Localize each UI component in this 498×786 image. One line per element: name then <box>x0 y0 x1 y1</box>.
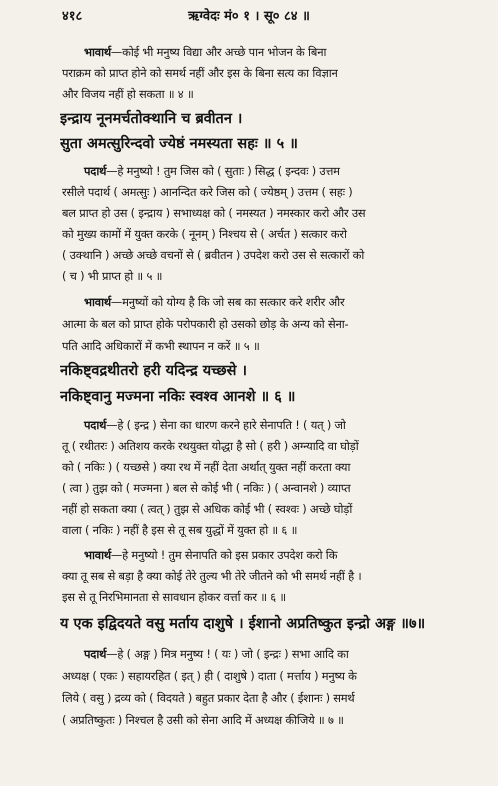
bhavarth-6-line-2: क्या तू सब से बड़ा है क्या कोई तेरे तुल्य भी तेरे जीतने को भी समर्थ नहीं है । <box>62 569 362 583</box>
padarth-6-line-6: वाला ( नकिः ) नहीं है इस से तू सब युद्धों में युक्त हो ॥ ६ ॥ <box>62 523 298 537</box>
padarth-6-line-5: नहीं हो सकता क्या ( त्वत् ) तुझ से अधिक कोई भी ( स्वश्वः ) अच्छे घोड़ों <box>62 502 353 516</box>
page-number: ४१८ <box>62 9 83 24</box>
padarth-text: —हे मनुष्यो ! तुम जिस को ( सुताः ) सिद्ध ( इन्दवः ) उत्तम <box>106 164 340 178</box>
padarth-5-line-3: बल प्राप्त हो उस ( इन्द्राय ) सभाध्यक्ष को ( नमस्यत ) नमस्कार करो और उस <box>62 206 366 220</box>
padarth-text: —हे ( इन्द्र ) सेना का धारण करने हारे सेनापति ! ( यत् ) जो <box>106 418 346 432</box>
padarth-label: पदार्थ <box>84 164 107 178</box>
padarth-6-line-2: तू ( रथीतरः ) अतिशय करके रथयुक्त योद्धा है सो ( हरी ) अग्न्यादि वा घोड़ों <box>62 439 359 453</box>
bhavarth-4-line-1 <box>62 44 457 60</box>
padarth-6-line-1 <box>62 417 457 433</box>
running-title: ऋग्वेदः मं० १ । सू० ८४ ॥ <box>188 9 310 24</box>
bhavarth-5-line-3: पति आदि अधिकारों में कभी स्थापन न करें ॥ ५ ॥ <box>62 339 260 353</box>
mantra-7-line-1: य एक इद्विदयते वसु मर्ताय दाशुषे । ईशानो अप्रतिष्कुत इन्द्रो अङ्ग ॥७॥ <box>60 616 426 632</box>
bhavarth-label: भावार्थ <box>84 548 111 562</box>
bhavarth-text: —मनुष्यों को योग्य है कि जो सब का सत्कार करे शरीर और <box>110 295 345 309</box>
bhavarth-text: —कोई भी मनुष्य विद्या और अच्छे पान भोजन के बिना <box>110 45 327 59</box>
bhavarth-6-line-1 <box>62 547 457 563</box>
padarth-5-line-5: ( उक्थानि ) अच्छे अच्छे वचनों से ( ब्रवीतन ) उपदेश करो उस से सत्कारों को <box>62 248 365 262</box>
bhavarth-5-line-1 <box>62 294 457 310</box>
padarth-5-line-1 <box>62 163 457 179</box>
mantra-5-line-1: इन्द्राय नूनमर्चतोक्थानि च ब्रवीतन । <box>60 111 243 127</box>
padarth-7-line-4: ( अप्रतिष्कुतः ) निश्चल है उसी को सेना आदि में अध्यक्ष कीजिये ॥ ७ ॥ <box>62 713 344 727</box>
padarth-6-line-3: को ( नकिः ) ( यच्छसे ) क्या रथ में नहीं देता अर्थात् युक्त नहीं करता क्या <box>62 460 351 474</box>
bhavarth-text: —हे मनुष्यो ! तुम सेनापति को इस प्रकार उपदेश करो कि <box>110 548 338 562</box>
bhavarth-4-line-2: पराक्रम को प्राप्त होने को समर्थ नहीं और इस के बिना सत्य का विज्ञान <box>62 66 338 80</box>
padarth-label: पदार्थ <box>84 647 107 661</box>
bhavarth-5-line-2: आत्मा के बल को प्राप्त होके परोपकारी हो उसको छोड़ के अन्य को सेना- <box>62 317 349 331</box>
bhavarth-label: भावार्थ <box>84 295 111 309</box>
padarth-7-line-2: अध्यक्ष ( एकः ) सहायरहित ( इत् ) ही ( दाशुषे ) दाता ( मर्त्ताय ) मनुष्य के <box>62 669 357 683</box>
mantra-6-line-2: नकिष्ट्वानु मज्मना नकिः स्वश्व आनशे ॥ ६ ॥ <box>60 389 296 405</box>
padarth-5-line-4: को मुख्य कामों में युक्त करके ( नूनम् ) निश्चय से ( अर्चत ) सत्कार करो <box>62 227 347 241</box>
mantra-5-line-2: सुता अमत्सुरिन्दवो ज्येष्ठं नमस्यता सहः ॥ ५ ॥ <box>60 136 298 152</box>
padarth-text: —हे ( अङ्ग ) मित्र मनुष्य ! ( यः ) जो ( इन्द्रः ) सभा आदि का <box>106 647 349 661</box>
page-header <box>0 6 498 30</box>
padarth-label: पदार्थ <box>84 418 107 432</box>
padarth-5-line-2: रसीले पदार्थ ( अमत्सुः ) आनन्दित करे जिस को ( ज्येष्ठम् ) उत्तम ( सहः ) <box>62 185 353 199</box>
padarth-5-line-6: ( च ) भी प्राप्त हो ॥ ५ ॥ <box>62 269 163 283</box>
padarth-6-line-4: ( त्वा ) तुझ को ( मज्मना ) बल से कोई भी ( नकिः ) ( अन्वानशे ) व्याप्त <box>62 481 351 495</box>
bhavarth-4-line-3: और विजय नहीं हो सकता ॥ ४ ॥ <box>62 87 194 101</box>
bhavarth-6-line-3: इस से तू निरभिमानता से सावधान होकर वर्त्ता कर ॥ ६ ॥ <box>62 590 287 604</box>
padarth-7-line-3: लिये ( वसु ) द्रव्य को ( विदयते ) बहुत प्रकार देता है और ( ईशानः ) समर्थ <box>62 691 355 705</box>
bhavarth-label: भावार्थ <box>84 45 111 59</box>
padarth-7-line-1 <box>62 646 457 662</box>
mantra-6-line-1: नकिष्ट्वद्रथीतरो हरी यदिन्द्र यच्छसे । <box>60 363 247 379</box>
